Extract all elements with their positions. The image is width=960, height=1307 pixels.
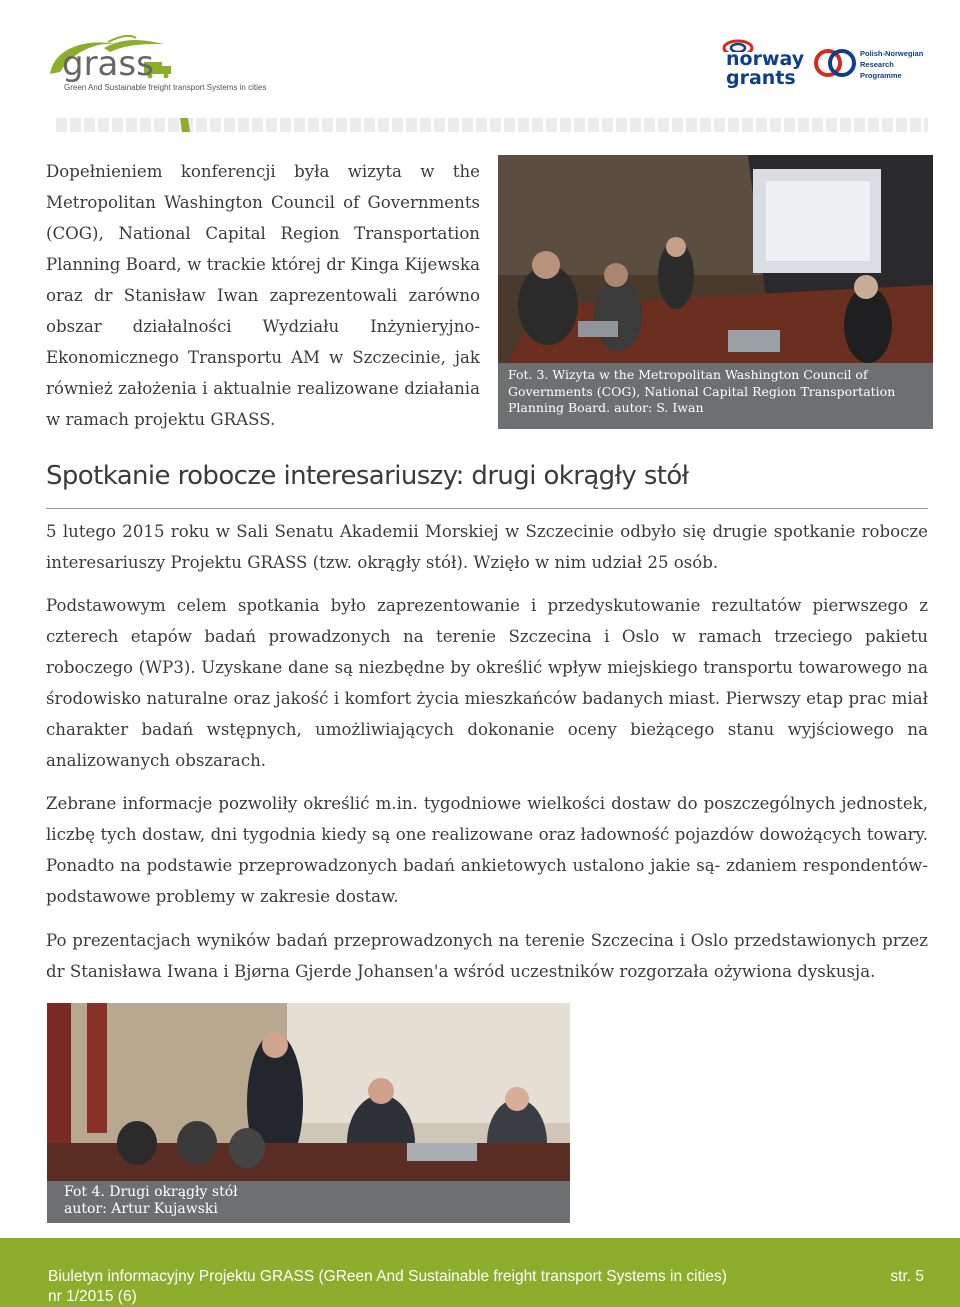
pnrp-line2: Research <box>860 60 894 69</box>
body-paragraph: Podstawowym celem spotkania było zaprezentowanie i przedyskutowanie rezultatów pierwszego z czterech etapów badań prowadzonych na terenie Szczecina i Oslo w ramach trzeciego pakietu roboczego (WP3). Uzyskane dane są niezbędne by określić wpływ miejskiego transportu towarowego na środowisko naturalne oraz jakość i komfort życia mieszkańców badanych miast. Pierwszy etap prac miał charakter badań wstępnych, umożliwiających dokonanie oceny bieżącego stanu wyjściowego na analizowanych obszarach. <box>46 596 928 770</box>
footer-bulletin-title: Biuletyn informacyjny Projektu GRASS (GReen And Sustainable freight transport Systems in cities) <box>48 1268 727 1285</box>
page-footer <box>0 1238 960 1307</box>
intro-line: Planning Board, w trackie której dr Kinga Kijewska <box>46 255 480 274</box>
photo-round-table-caption <box>47 1181 570 1223</box>
photo-round-table-image <box>47 1003 570 1181</box>
photo-round-table-caption-line2: autor: Artur Kujawski <box>64 1201 218 1217</box>
intro-paragraph <box>46 156 480 435</box>
pnrp-mark-icon <box>814 46 858 80</box>
norway-grants-line2: grants <box>726 67 796 89</box>
norway-grants-line1: norway <box>726 48 805 70</box>
intro-line: Ekonomicznego Transportu AM w Szczecinie, jak <box>46 348 480 367</box>
intro-line: (COG), National Capital Region Transportation <box>46 224 480 243</box>
footer-page-number: str. 5 <box>890 1268 924 1285</box>
body-paragraph: Zebrane informacje pozwoliły określić m.in. tygodniowe wielkości dostaw do poszczególnych jednostek, liczbę tych dostaw, dni tygodnia kiedy są one realizowane oraz ładowność pojazdów dowożących towary. Ponadto na podstawie przeprowadzonych badań ankietowych ustalono jakie są- zdaniem respondentów- podstawowe problemy w zakresie dostaw. <box>46 794 928 906</box>
polish-norwegian-research-programme-logo <box>814 46 928 82</box>
grass-logo-word: grass <box>62 44 154 84</box>
grass-logo <box>46 34 276 96</box>
header-divider-stripe <box>56 118 928 132</box>
grass-logo-tagline: Green And Sustainable freight transport Systems in cities <box>64 83 267 92</box>
intro-line: również założenia i aktualnie realizowane działania <box>46 379 480 398</box>
photo-round-table-caption-line1: Fot 4. Drugi okrągły stół <box>64 1184 238 1200</box>
pnrp-line1: Polish-Norwegian <box>860 49 924 58</box>
photo-meeting-cog-caption: Fot. 3. Wizyta w the Metropolitan Washington Council of Governments (COG), National Capital Region Transportation Planning Board. autor: S. Iwan <box>498 363 933 429</box>
body-paragraph: Po prezentacjach wyników badań przeprowadzonych na terenie Szczecina i Oslo przedstawionych przez dr Stanisława Iwana i Bjørna Gjerde Johansen'a wśród uczestników rozgorzała ożywiona dyskusja. <box>46 931 928 981</box>
section-heading: Spotkanie robocze interesariuszy: drugi okrągły stół <box>46 461 689 491</box>
footer-issue-number: nr 1/2015 (6) <box>48 1288 137 1305</box>
intro-line: w ramach projektu GRASS. <box>46 410 276 429</box>
body-paragraph: 5 lutego 2015 roku w Sali Senatu Akademii Morskiej w Szczecinie odbyło się drugie spotkanie robocze interesariuszy Projektu GRASS (tzw. okrągły stół). Wzięło w nim udział 25 osób. <box>46 522 928 572</box>
intro-line: oraz dr Stanisław Iwan zaprezentowali zarówno <box>46 286 480 305</box>
intro-line: Metropolitan Washington Council of Governments <box>46 193 480 212</box>
intro-line: Dopełnieniem konferencji była wizyta w the <box>46 162 480 181</box>
pnrp-line3: Programme <box>860 71 902 80</box>
norway-grants-logo <box>716 38 805 90</box>
photo-round-table <box>47 1003 570 1223</box>
photo-meeting-cog-image <box>498 155 933 363</box>
photo-meeting-cog <box>498 155 933 429</box>
intro-line: obszar działalności Wydziału Inżynieryjno- <box>46 317 480 336</box>
section-heading-rule <box>46 508 928 509</box>
